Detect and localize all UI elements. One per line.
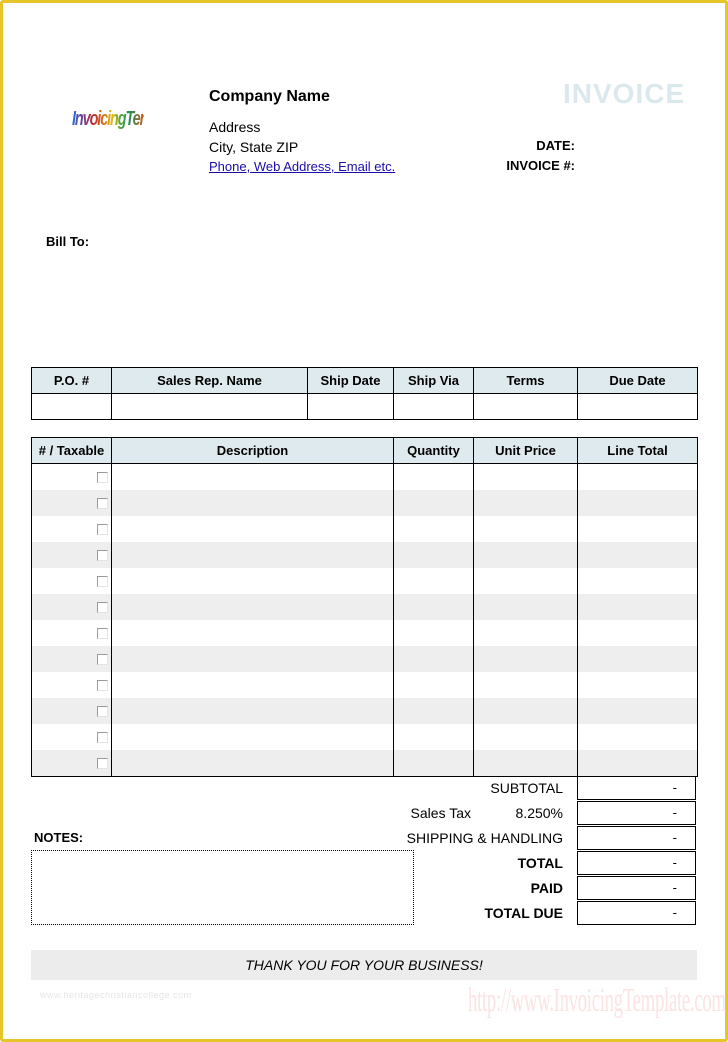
taxable-cell[interactable] bbox=[32, 516, 112, 542]
unit-price-cell[interactable] bbox=[474, 620, 578, 646]
taxable-checkbox[interactable] bbox=[97, 472, 108, 483]
taxable-checkbox[interactable] bbox=[97, 576, 108, 587]
taxable-cell[interactable] bbox=[32, 698, 112, 724]
total-label: TOTAL bbox=[517, 855, 563, 871]
unit-price-cell[interactable] bbox=[474, 516, 578, 542]
line-total-header: Line Total bbox=[578, 438, 698, 464]
bill-to-label: Bill To: bbox=[46, 234, 90, 249]
total-due-value: - bbox=[577, 901, 696, 925]
taxable-checkbox[interactable] bbox=[97, 732, 108, 743]
taxable-cell[interactable] bbox=[32, 594, 112, 620]
line-total-cell[interactable] bbox=[578, 724, 698, 750]
taxable-cell[interactable] bbox=[32, 464, 112, 491]
table-row bbox=[32, 646, 698, 672]
quantity-cell[interactable] bbox=[394, 568, 474, 594]
description-cell[interactable] bbox=[112, 698, 394, 724]
description-cell[interactable] bbox=[112, 750, 394, 777]
sales-tax-value: - bbox=[577, 801, 696, 825]
unit-price-cell[interactable] bbox=[474, 464, 578, 491]
taxable-checkbox[interactable] bbox=[97, 680, 108, 691]
line-total-cell[interactable] bbox=[578, 646, 698, 672]
description-cell[interactable] bbox=[112, 646, 394, 672]
taxable-checkbox[interactable] bbox=[97, 498, 108, 509]
table-row bbox=[32, 490, 698, 516]
unit-price-cell[interactable] bbox=[474, 594, 578, 620]
table-row bbox=[32, 750, 698, 777]
subtotal-label: SUBTOTAL bbox=[490, 780, 563, 796]
total-due-label: TOTAL DUE bbox=[484, 905, 563, 921]
invoice-title: INVOICE bbox=[563, 78, 686, 109]
company-city-state-zip: City, State ZIP bbox=[209, 139, 299, 155]
description-cell[interactable] bbox=[112, 542, 394, 568]
watermark-left: www.heritagechristiancollege.com bbox=[40, 990, 192, 1000]
description-cell[interactable] bbox=[112, 672, 394, 698]
line-total-cell[interactable] bbox=[578, 672, 698, 698]
quantity-cell[interactable] bbox=[394, 620, 474, 646]
unit-price-cell[interactable] bbox=[474, 490, 578, 516]
description-cell[interactable] bbox=[112, 594, 394, 620]
table-row bbox=[32, 542, 698, 568]
taxable-cell[interactable] bbox=[32, 750, 112, 777]
terms-header: Terms bbox=[474, 368, 578, 394]
taxable-cell[interactable] bbox=[32, 724, 112, 750]
taxable-checkbox[interactable] bbox=[97, 628, 108, 639]
unit-price-cell[interactable] bbox=[474, 542, 578, 568]
taxable-cell[interactable] bbox=[32, 490, 112, 516]
taxable-cell[interactable] bbox=[32, 542, 112, 568]
taxable-checkbox[interactable] bbox=[97, 758, 108, 769]
unit-price-cell[interactable] bbox=[474, 724, 578, 750]
quantity-header: Quantity bbox=[394, 438, 474, 464]
ship-date-header: Ship Date bbox=[308, 368, 394, 394]
quantity-cell[interactable] bbox=[394, 750, 474, 777]
quantity-cell[interactable] bbox=[394, 516, 474, 542]
unit-price-cell[interactable] bbox=[474, 672, 578, 698]
table-row bbox=[32, 516, 698, 542]
due-date-header: Due Date bbox=[578, 368, 698, 394]
thank-you-banner: THANK YOU FOR YOUR BUSINESS! bbox=[31, 950, 697, 980]
sales-rep-cell[interactable] bbox=[112, 394, 308, 420]
quantity-cell[interactable] bbox=[394, 490, 474, 516]
line-total-cell[interactable] bbox=[578, 750, 698, 777]
quantity-cell[interactable] bbox=[394, 698, 474, 724]
description-cell[interactable] bbox=[112, 516, 394, 542]
taxable-checkbox[interactable] bbox=[97, 550, 108, 561]
quantity-cell[interactable] bbox=[394, 464, 474, 491]
quantity-cell[interactable] bbox=[394, 542, 474, 568]
paid-label: PAID bbox=[530, 880, 563, 896]
sales-tax-rate[interactable]: 8.250% bbox=[515, 805, 563, 821]
po-number-cell[interactable] bbox=[32, 394, 112, 420]
table-row bbox=[32, 672, 698, 698]
quantity-cell[interactable] bbox=[394, 646, 474, 672]
watermark-right: http://www.InvoicingTemplate.com bbox=[468, 982, 726, 1019]
taxable-checkbox[interactable] bbox=[97, 524, 108, 535]
paid-value[interactable]: - bbox=[577, 876, 696, 900]
line-total-cell[interactable] bbox=[578, 568, 698, 594]
description-cell[interactable] bbox=[112, 568, 394, 594]
line-total-cell[interactable] bbox=[578, 620, 698, 646]
due-date-cell[interactable] bbox=[578, 394, 698, 420]
company-name: Company Name bbox=[209, 88, 330, 105]
unit-price-header: Unit Price bbox=[474, 438, 578, 464]
company-address: Address bbox=[209, 119, 261, 135]
table-row bbox=[32, 464, 698, 491]
unit-price-cell[interactable] bbox=[474, 646, 578, 672]
invoice-number-label: INVOICE #: bbox=[506, 158, 575, 173]
terms-cell[interactable] bbox=[474, 394, 578, 420]
taxable-cell[interactable] bbox=[32, 568, 112, 594]
shipping-value[interactable]: - bbox=[577, 826, 696, 850]
taxable-checkbox[interactable] bbox=[97, 654, 108, 665]
line-total-cell[interactable] bbox=[578, 542, 698, 568]
description-cell[interactable] bbox=[112, 620, 394, 646]
quantity-cell[interactable] bbox=[394, 594, 474, 620]
unit-price-cell[interactable] bbox=[474, 698, 578, 724]
table-row bbox=[32, 568, 698, 594]
table-row bbox=[32, 724, 698, 750]
unit-price-cell[interactable] bbox=[474, 750, 578, 777]
table-row bbox=[32, 620, 698, 646]
taxable-cell[interactable] bbox=[32, 620, 112, 646]
table-row bbox=[32, 698, 698, 724]
company-contact-link[interactable]: Phone, Web Address, Email etc. bbox=[209, 159, 396, 174]
description-cell[interactable] bbox=[112, 490, 394, 516]
description-cell[interactable] bbox=[112, 464, 394, 491]
subtotal-value: - bbox=[577, 776, 696, 800]
po-number-header: P.O. # bbox=[32, 368, 112, 394]
unit-price-cell[interactable] bbox=[474, 568, 578, 594]
taxable-cell[interactable] bbox=[32, 672, 112, 698]
total-value: - bbox=[577, 851, 696, 875]
sales-rep-header: Sales Rep. Name bbox=[112, 368, 308, 394]
quantity-cell[interactable] bbox=[394, 672, 474, 698]
line-total-cell[interactable] bbox=[578, 594, 698, 620]
company-logo: InvoicingTemplates bbox=[72, 108, 144, 144]
line-total-cell[interactable] bbox=[578, 490, 698, 516]
ship-date-cell[interactable] bbox=[308, 394, 394, 420]
notes-box[interactable] bbox=[31, 850, 414, 925]
line-total-cell[interactable] bbox=[578, 516, 698, 542]
description-cell[interactable] bbox=[112, 724, 394, 750]
quantity-cell[interactable] bbox=[394, 724, 474, 750]
ship-via-cell[interactable] bbox=[394, 394, 474, 420]
taxable-cell[interactable] bbox=[32, 646, 112, 672]
line-total-cell[interactable] bbox=[578, 464, 698, 491]
taxable-checkbox[interactable] bbox=[97, 706, 108, 717]
sales-tax-label: Sales Tax bbox=[410, 805, 471, 821]
ship-via-header: Ship Via bbox=[394, 368, 474, 394]
line-items-table bbox=[31, 437, 698, 777]
line-total-cell[interactable] bbox=[578, 698, 698, 724]
description-header: Description bbox=[112, 438, 394, 464]
table-row bbox=[32, 594, 698, 620]
taxable-checkbox[interactable] bbox=[97, 602, 108, 613]
taxable-header: # / Taxable bbox=[32, 438, 112, 464]
notes-label: NOTES: bbox=[34, 830, 84, 845]
shipping-label: SHIPPING & HANDLING bbox=[406, 830, 563, 846]
date-label: DATE: bbox=[536, 138, 575, 153]
order-info-table bbox=[31, 367, 698, 420]
